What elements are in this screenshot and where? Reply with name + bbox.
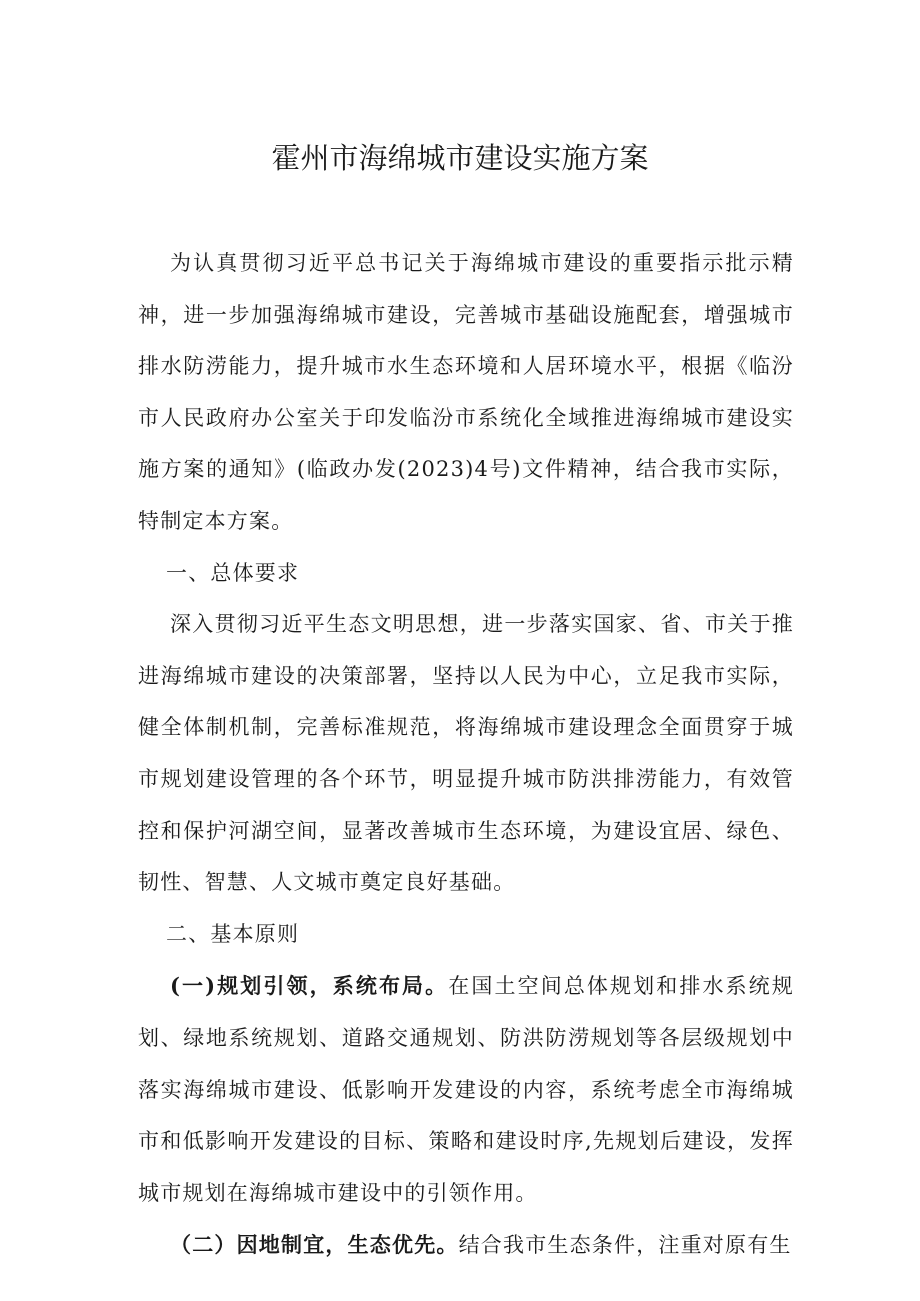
- section-heading-basic-principles: [138, 909, 794, 961]
- document-body: [138, 238, 794, 1272]
- intro-text: 为认真贯彻习近平总书记关于海绵城市建设的重要指示批示精神，进一步加强海绵城市建设，完善城市基础设施配套，增强城市排水防涝能力，提升城市水生态环境和人居环境水平，根据《临汾市人民政府办公室关于印发临汾市系统化全域推进海绵城市建设实施方案的通知》(临政办发(2023)4号)文件精神，结合我市实际，特制定本方案。: [138, 251, 794, 533]
- principle-lead: (一)规划引领，系统布局。: [170, 973, 449, 999]
- paragraph-text: 结合我市生态条件，注重对原有生: [458, 1233, 792, 1258]
- principle-lead: （二）因地制宜，生态优先。: [170, 1232, 459, 1258]
- section-heading-text: 一、总体要求: [166, 560, 300, 585]
- section-heading-text: 二、基本原则: [166, 921, 300, 946]
- intro-paragraph: [138, 238, 794, 548]
- paragraph-text: 在国土空间总体规划和排水系统规划、绿地系统规划、道路交通规划、防洪防涝规划等各层级规划中落实海绵城市建设、低影响开发建设的内容，系统考虑全市海绵城市和低影响开发建设的目标、策略和建设时序,先规划后建设，发挥城市规划在海绵城市建设中的引领作用。: [138, 974, 794, 1205]
- section-heading-general-requirements: [138, 548, 794, 600]
- principle-local-conditions-paragraph: [138, 1219, 794, 1272]
- general-requirements-paragraph: [138, 599, 794, 909]
- document-title: 霍州市海绵城市建设实施方案: [271, 141, 649, 175]
- principle-planning-paragraph: [138, 960, 794, 1219]
- paragraph-text: 深入贯彻习近平生态文明思想，进一步落实国家、省、市关于推进海绵城市建设的决策部署，坚持以人民为中心，立足我市实际，健全体制机制，完善标准规范，将海绵城市建设理念全面贯穿于城市规划建设管理的各个环节，明显提升城市防洪排涝能力，有效管控和保护河湖空间，显著改善城市生态环境，为建设宜居、绿色、韧性、智慧、人文城市奠定良好基础。: [138, 612, 794, 895]
